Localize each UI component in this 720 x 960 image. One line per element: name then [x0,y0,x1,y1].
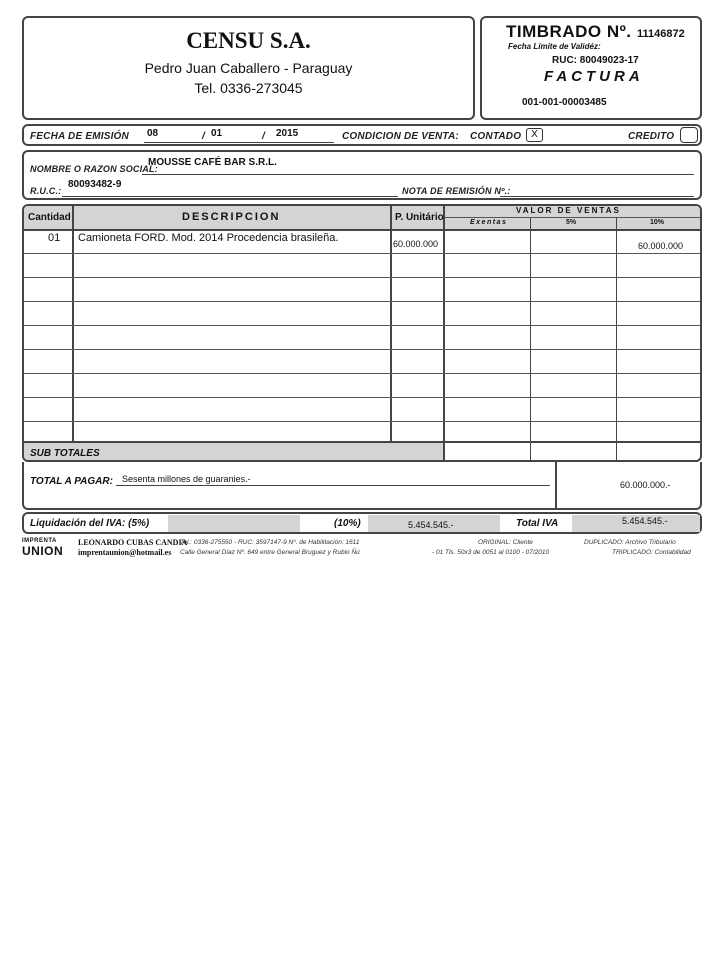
header-exempt: Exentas [470,219,508,226]
cash-checkbox [526,128,543,142]
credit-checkbox [680,127,698,143]
invoice-number: 001-001-00003485 [522,97,607,108]
emission-year: 2015 [276,128,299,139]
row1-ten: 60.000.000 [638,241,684,251]
row1-unit: 60.000.000 [393,239,439,249]
printer-name: LEONARDO CUBAS CANDIA [78,538,188,547]
company-name: CENSU S.A. [186,28,311,53]
doc-type: FACTURA [544,68,644,85]
emission-day: 08 [147,128,159,139]
header-desc: DESCRIPCION [182,211,281,223]
validity-label: Fecha Límite de Validéz: [508,42,601,51]
printer-email: imprentaunion@hotmail.es [78,548,172,557]
cash-mark: X [531,129,538,140]
footer-triplicado: TRIPLICADO: Contabilidad [612,549,691,556]
iva-row [22,512,702,534]
footer-duplicado: DUPLICADO: Archivo Tributario [584,539,676,546]
client-name-label: NOMBRE O RAZON SOCIAL: [30,164,158,174]
client-name: MOUSSE CAFÉ BAR S.R.L. [148,157,277,168]
iva5-field [168,515,300,532]
emission-label: FECHA DE EMISIÓN [30,131,129,142]
iva10-value: 5.454.545.- [408,520,454,530]
row1-desc: Camioneta FORD. Mod. 2014 Procedencia brasileña. [78,232,339,244]
date-sep-1: / [202,131,205,142]
header-ten: 10% [650,219,665,226]
total-iva-label: Total IVA [516,518,559,529]
footer-original: ORIGINAL: Cliente [478,539,533,546]
emission-month: 01 [211,128,223,139]
condition-label: CONDICION DE VENTA: [342,131,459,142]
company-box [22,16,475,120]
printer-logo-bottom: UNION [22,544,64,558]
timbrado-number: 11146872 [637,28,685,40]
items-table [22,204,702,462]
date-sep-2: / [262,131,265,142]
footer-line-2b: - 01 Tls. 50x3 de 0051 al 0100 - 07/2010 [432,549,550,556]
total-label: TOTAL A PAGAR: [30,476,113,487]
timbrado-box [480,16,702,120]
company-phone: Tel. 0336-273045 [194,80,303,96]
remission-label: NOTA DE REMISIÓN Nº.: [402,186,511,196]
iva-label: Liquidación del IVA: (5%) [30,518,150,529]
credit-label: CREDITO [628,131,675,142]
iva10-label: (10%) [334,518,361,529]
total-words: Sesenta millones de guaranies.- [122,474,251,484]
total-amount: 60.000.000.- [620,480,671,490]
footer-line-1: Tel.: 0336-275550 - RUC: 3597147-9 Nº. de Habilitación: 1611 [180,539,360,546]
timbrado-ruc: RUC: 80049023-17 [552,55,639,66]
subtotal-label: SUB TOTALES [30,448,100,459]
total-box [22,462,702,510]
header-unit: P. Unitário [395,212,444,223]
company-address: Pedro Juan Caballero - Paraguay [144,60,353,76]
emission-row [22,124,702,146]
total-iva-value: 5.454.545.- [622,516,668,526]
printer-logo-top: IMPRENTA [22,538,57,544]
header-qty: Cantidad [28,212,71,223]
client-ruc-label: R.U.C.: [30,186,62,196]
footer-line-2: Calle General Díaz Nº. 649 entre General Bruguez y Rubio Ñú [180,549,360,556]
header-sales: VALOR DE VENTAS [516,206,621,215]
row1-qty: 01 [48,232,61,244]
header-five: 5% [566,219,577,226]
client-box [22,150,702,200]
cash-label: CONTADO [470,131,522,142]
timbrado-label: TIMBRADO Nº. [506,22,632,41]
client-ruc: 80093482-9 [68,179,122,190]
printer-logo [22,538,72,558]
